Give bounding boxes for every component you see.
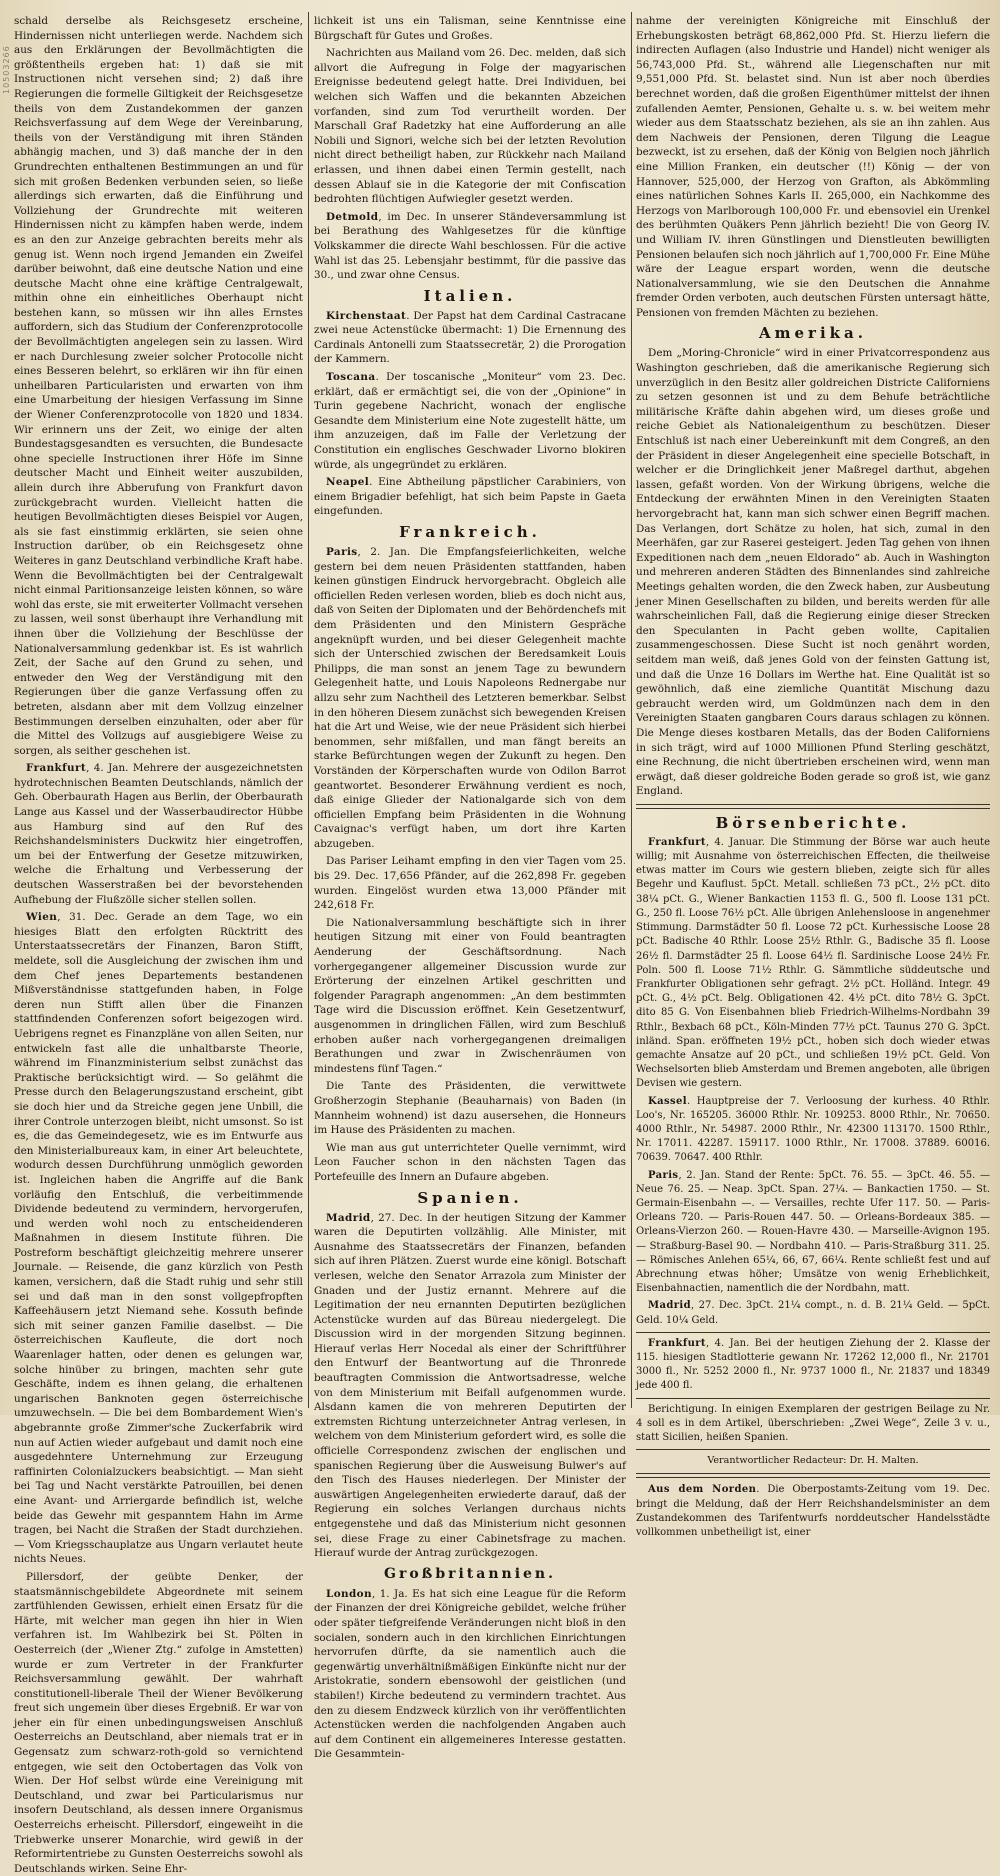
article-paragraph: Nachrichten aus Mailand vom 26. Dec. melden, daß sich allvort die Aufregung in Folge der magyarischen Ereignisse bedeutend gelegt hatte. Drei Individuen, bei welchen sich Waffen und die bekannten Abzeichen vorfanden, sind zum Tod verurtheilt worden. Der Marschall Graf Radetzky hat eine Aufforderung an alle Nobili und Signori, welche sich bei der letzten Revolution nicht direct betheiligt haben, zur Rückkehr nach Mailand erlassen, und ihnen dabei einen Termin gestellt, nach dessen Ablauf sie in die Kategorie der mit Confiscation bedrohten flüchtigen Aufwiegler gesetzt werden. — [314, 47, 626, 206]
article-paris: Paris, 2. Jan. Die Empfangsfeierlichkeiten, welche gestern bei dem neuen Präsidenten stattfanden, haben keinen günstigen Eindruck hervorgebracht. Obgleich alle officiellen Reden verlesen worden, blieb es doch nicht aus, daß von Seiten der Diplomaten und der Behördenchefs mit dem Präsidenten und den Ministern Gespräche angeknüpft wurden, und bei dieser Gelegenheit machte sich der Unterschied zwischen der Beredsamkeit Louis Philipps, die man sonst an jenem Tage zu bewundern Gelegenheit hatte, und Louis Napoleons Rednergabe nur allzu sehr zum Nachtheil des Letzteren bemerkbar. Selbst in den höheren Diesem zunächst sich bewegenden Kreisen hat die Art und Weise, wie der neue Präsident sich hierbei benommen, sehr mißfallen, und man fängt bereits an starke Befürchtungen wegen der Zukunft zu hegen. Den Vorständen der Körperschaften wurde von Odilon Barrot geantwortet. Besonderer Erwähnung verdient es noch, daß einige Glieder der Nationalgarde sich von dem officiellen Empfang beim Präsidenten in die Wohnung Cavaignac's verfügt haben, um dort ihre Karten abzugeben. — [314, 546, 626, 850]
article-madrid: Madrid, 27. Dec. In der heutigen Sitzung der Kammer waren die Deputirten vollzählig. Alle Minister, mit Ausnahme des Staatssecretärs der Finanzen, befanden sich auf ihren Plätzen. Zuerst wurde eine königl. Botschaft verlesen, welche den Senator Arrazola zum Minister der Gnaden und der Justiz ernannt. Mehrere auf die Legitimation der neu ernannten Deputirten bezüglichen Actenstücke wurden auf das Büreau niedergelegt. Die Discussion wird in der morgenden Sitzung beginnen. Hierauf verlas Herr Nocedal als einer der Schriftführer den Entwurf der Beantwortung auf die Thronrede beauftragten Commission die Antwortsadresse, welche von dem Ministerium mit Beifall aufgenommen wurde. Alsdann kamen die von mehreren Deputirten der extremsten Richtung unterzeichneter Antrag verlesen, in welchem von dem Ministerium gefordert wird, es solle die officielle Correspondenz zwischen der englischen und spanischen Regierung über die Ausweisung Bulwer's auf den Tisch des Hauses niederlegen. Der Minister der auswärtigen Angelegenheiten erwiederte darauf, daß der Regierung ein solches Verlangen durchaus nichts entgegenstehe und daß das Ministerium nicht gesonnen sei, diese Frage zu einer Cabinetsfrage zu machen. Hierauf wurde der Antrag zurückgezogen. — [314, 1211, 626, 1560]
boerse-frankfurt: Frankfurt, 4. Januar. Die Stimmung der Börse war auch heute willig; mit Ausnahme von österreichischen Effecten, die theilweise etwas matter im Cours wie gestern blieben, zeigte sich für alles Begehr und Kauflust. 5pCt. Metall. schließen 73 pCt., 2½ pCt. dito 38¼ pCt. G., Wiener Bankactien 1153 fl. G., 500 fl. Loose 131 pCt. G., 250 fl. Loose 76½ pCt. Alle übrigen Anlehensloose in angenehmer Stimmung. Darmstädter 50 fl. Loose 72 pCt. Kurhessische Loose 28 pCt. Badische 40 Rthlr. Loose 25½ Rthlr. G., Badische 35 fl. Loose 26½ fl. Darmstädter 25 fl. Loose 64½ fl. Sardinische Loose 24½ Fr. Poln. 500 fl. Loose 71½ Rthlr. G. Sämmtliche süddeutsche und Frankfurter Obligationen sehr gefragt. 2½ pCt. Holländ. Integr. 49 pCt. G., 4½ pCt. Belg. Obligationen 42. 4½ pCt. dito 78½ G. 3pCt. dito 85 G. Von Eisenbahnen blieb Friedrich-Wilhelms-Nordbahn 39 Rthlr., Bexbach 68 pCt., Köln-Minden 77½ pCt. Taunus 270 G. 3pCt. inländ. Span. eröffneten 19½ pCt., hoben sich doch wieder etwas gemachte Ansatze auf 20 pCt., und schließen 19½ pCt. Geld. Von Wechselsorten blieb Amsterdam und Bremen angeboten, alle übrigen Devisen wie gestern. — [636, 836, 990, 1090]
column-rule — [308, 12, 309, 1408]
article-kirchenstaat: Kirchenstaat. Der Papst hat dem Cardinal Castracane zwei neue Actenstücke übermacht: 1) Die Ernennung des Cardinals Antonelli zum Staatssecretär, 2) die Prorogation der Kammern. — [314, 309, 626, 366]
section-heading-amerika: Amerika. — [759, 324, 867, 343]
article-toscana: Toscana. Der toscanische „Moniteur“ vom 23. Dec. erklärt, daß er ermächtigt sei, die von der „Opinione“ in Turin gegebene Nachricht, wonach der englische Gesandte dem Ministerium eine Note zugestellt hätte, um ihm anzuzeigen, daß im Falle der Verletzung der Constitution ein englisches Geschwader Livorno blokiren würde, als ungegründet zu erklären. — [314, 371, 626, 471]
article-paragraph: lichkeit ist uns ein Talisman, seine Kenntnisse eine Bürgschaft für Gutes und Großes. — [314, 15, 626, 42]
section-divider — [636, 1473, 990, 1478]
column-3 — [636, 14, 990, 1539]
section-heading-grossbritannien: Großbritannien. — [384, 1565, 556, 1582]
correction-notice: Berichtigung. In einigen Exemplaren der gestrigen Beilage zu Nr. 4 soll es in dem Artikel, überschrieben: „Zwei Wege“, Zeile 3 v. u., statt Sicilien, heißen Spanien. — [636, 1403, 990, 1443]
section-heading-boersenberichte: Börsenberichte. — [715, 813, 911, 832]
section-heading-frankreich: Frankreich. — [399, 523, 541, 541]
article-paragraph: Die Nationalversammlung beschäftigte sich in ihrer heutigen Sitzung mit einer von Fould beantragten Aenderung der Geschäftsordnung. Nach vorhergegangener allgemeiner Discussion wurde zur Erörterung der einzelnen Artikel geschritten und folgender Paragraph angenommen: „An dem bestimmten Tage wird die Discussion eröffnet. Kein Gesetzentwurf, ausgenommen in dringlichen Fällen, wird zum Beschluß erhoben außer nach vorhergegangenen dreimaligen Berathungen und zwar in Zwischenräumen von mindestens fünf Tagen.“ — [314, 916, 626, 1075]
column-rule — [631, 12, 632, 1408]
divider — [636, 1449, 990, 1450]
section-divider — [636, 804, 990, 809]
section-heading-spanien: Spanien. — [417, 1188, 523, 1207]
divider — [636, 1398, 990, 1399]
article-paragraph: Die Tante des Präsidenten, die verwittwete Großherzogin Stephanie (Beauharnais) von Baden (in Mannheim wohnend) ist dazu ausersehen, die Honneurs im Hause des Präsidenten zu machen. — [314, 1080, 626, 1137]
boerse-kassel: Kassel. Hauptpreise der 7. Verloosung der kurhess. 40 Rthlr. Loo's, Nr. 165205. 36000 Rthlr. Nr. 109253. 8000 Rthlr., Nr. 70650. 4000 Rthlr., Nr. 54987. 2000 Rthlr., Nr. 42300 113170. 1500 Rthlr., Nr. 17011. 42287. 159117. 1000 Rthlr., Nr. 17008. 37889. 60016. 70639. 70647. 400 Rthlr. — [636, 1095, 990, 1164]
article-neapel: Neapel. Eine Abtheilung päpstlicher Carabiniers, von einem Brigadier befehligt, hat sich beim Papste in Gaeta eingefunden. — [314, 476, 626, 518]
article-london: London, 1. Ja. Es hat sich eine League für die Reform der Finanzen der drei Königreiche gebildet, welche früher oder später tiefgreifende Veränderungen nicht bloß in den socialen, sondern auch in den kirchlichen Einrichtungen hervorrufen dürfte, da sie namentlich auch die gegenwärtig unverhältnißmäßigen Einkünfte nicht nur der Aristokratie, sondern ebensowohl der geistlichen (und stabilen!) Kirche bedeutend zu vermindern trachtet. Aus den zu diesem Endzweck kürzlich von ihr veröffentlichten Actenstücken werden die nachfolgenden Angaben auch auf dem Continent ein allgemeineres Interesse gestatten. Die Gesammtein- — [314, 1587, 626, 1761]
article-detmold: Detmold, im Dec. In unserer Ständeversammlung ist bei Berathung des Wahlgesetzes für die künftige Volkskammer die directe Wahl beschlossen. Für die active Wahl ist das 25. Lebensjahr bestimmt, für die passive das 30., und zwar ohne Census. — [314, 210, 626, 282]
article-paragraph: nahme der vereinigten Königreiche mit Einschluß der Erhebungskosten beträgt 68,862,000 Pfd. St. Hierzu liefern die indirecten Auflagen (also Industrie und Handel) nicht weniger als 56,743,000 Pfd. St., während alle Liegenschaften nur mit 9,551,000 Pfd. St. belastet sind. Nun ist aber noch überdies berechnet worden, daß die großen Eigenthümer mittelst der ihnen zufallenden Aemter, Pensionen, Gehalte u. s. w. bei weitem mehr wieder aus dem Staatsschatz beziehen, als sie an ihn zahlen. Aus dem Nachweis der Pensionen, deren Tilgung die League bezweckt, ist zu ersehen, daß der König von Belgien noch jährlich eine Million Franken, ein deutscher (!!) König — der von Hannover, 525,000, der Herzog von Grafton, als Abkömmling eines natürlichen Sohnes Karls II. 265,000, ein Nachkomme des Herzogs von Marlborough 100,000 Fr. und ebensoviel ein Urenkel des berühmten Quäkers Penn jährlich bezieht! Die von Georg IV. und William IV. ihren Günstlingen und Dienstleuten bewilligten Pensionen belaufen sich noch jährlich auf 1,700,000 Fr. Eine Mühe wäre der League erspart worden, wenn die deutsche Nationalversammlung, wie sie den Deutschen die Annahme fremder Orden verboten, auch deutschen Fürsten untersagt hätte, Pensionen von fremden Mächten zu beziehen. — [636, 15, 990, 319]
section-heading-italien: Italien. — [423, 286, 517, 305]
divider — [636, 1332, 990, 1333]
boerse-paris: Paris, 2. Jan. Stand der Rente: 5pCt. 76. 55. — 3pCt. 46. 55. — Neue 76. 25. — Neap. 3pCt. Span. 27¼. — Bankactien 1750. — St. Germain-Eisenbahn —. — Versailles, rechte Ufer 117. 50. — Paris-Orleans 720. — Paris-Rouen 447. 50. — Orleans-Bordeaux 385. — Orleans-Vierzon 260. — Rouen-Havre 430. — Marseille-Avignon 195. — Straßburg-Basel 90. — Nordbahn 410. — Paris-Straßburg 311. 25. — Römisches Anlehen 65¼, 66, 67, 66¼. Rente schließt fest und auf Abrechnung etwas höher; Umsätze von wenig Erheblichkeit, Eisenbahnactien, namentlich die der Nordbahn, matt. — [636, 1169, 990, 1295]
article-paragraph: Pillersdorf, der geübte Denker, der staatsmännischgebildete Abgeordnete mit seinem zartfühlenden Gewissen, erhielt einen Ersatz für die Härte, mit welcher man gegen ihn hier in Wien verfahren ist. Im Wahlbezirk bei St. Pölten in Oesterreich (der „Wiener Ztg.“ zufolge in Amstetten) wurde er zum Vertreter in der Frankfurter Reichsversammlung gewählt. Der wahrhaft constitutionell-liberale Theil der Wiener Bevölkerung freut sich ungemein über dieses Ergebniß. Er war von jeher ein für einen unbedingungsweisen Anschluß Oesterreichs an Deutschland, aber niemals trat er in Gegensatz zum schwarz-roth-gold so vernichtend entgegen, wie seit den Octobertagen das Volk von Wien. Der Hof selbst würde eine Vereinigung mit Deutschland, und zwar bei Particularismus nur insofern Deutschland, als dessen innere Organismus Oesterreichs erheischt. Pillersdorf, eingeweiht in die Triebwerke unserer Monarchie, wird gewiß in der Reformirtentriebe zu Gunsten Oesterreichs sowohl als Deutschlands wirken. Seine Ehr- — [14, 1570, 303, 1875]
article-paragraph: Wie man aus gut unterrichteter Quelle vernimmt, wird Leon Faucher schon in den nächsten Tagen das Portefeuille des Innern an Dufaure abgeben. — [314, 1141, 626, 1183]
lottery-frankfurt: Frankfurt, 4. Jan. Bei der heutigen Ziehung der 2. Klasse der 115. hiesigen Stadtlotterie gewann Nr. 17262 12,000 fl., Nr. 21701 3000 fl., Nr. 5252 2000 fl., Nr. 9737 1000 fl., Nr. 21837 und 18349 jede 400 fl. — [636, 1337, 990, 1392]
dateline-place: Wien — [26, 911, 58, 924]
column-2 — [314, 14, 626, 1761]
article-wien: Wien, 31. Dec. Gerade an dem Tage, wo ein hiesiges Blatt den erfolgten Rücktritt des Unterstaatssecretärs der Finanzen, Baron Stifft, meldete, soll die Ausgleichung der zwischen ihm und dem Chef jenes Departements bestandenen Mißverständnisse stattgefunden haben, in Folge deren nun Stifft allen über die Finanzen stattfindenden Conferenzen sofort beigezogen wird. Uebrigens regnet es Finanzpläne von allen Seiten, nur entwickeln fast alle die unhaltbarste Theorie, während im Finanzministerium selbst zunächst das Praktische berücksichtigt wird. — So gelähmt die Presse durch den Belagerungszustand erscheint, gibt sie doch hier und da Streiche gegen jene Unbill, die ihrer Controle unterzogen bleibt, nicht umsonst. So ist es, die das Gemeindegesetz, wie es im Entwurfe aus den Ministerialbureaux kam, in einer Art beleuchtete, wodurch dessen Durchführung unmöglich geworden ist. Ingleichen haben die Angriffe auf die Bank vorläufig den Entschluß, die verbeitimmende Dividende bedeutend zu vermindern, hervorgerufen, und werden wohl noch zu entscheidenderen Maßnahmen in diesem Institute führen. Die Postreform beschäftigt gleichzeitig mehrere unserer Journale. — Reisende, die ganz kürzlich von Pesth kamen, versichern, daß die Stadt ruhig und sehr still sei und daß man in den sonst vollgepfropften Kaffeehäusern jetzt Niemand sehe. Kossuth befinde sich mit seiner ganzen Familie daselbst. — Die österreichischen Kaufleute, die dort noch Waarenlager hatten, oder denen es gelungen war, solche hinüber zu bringen, machten sehr gute Geschäfte, indem es ihnen gelang, die erhaltenen ungarischen Banknoten gegen österreichische umzuwechseln. — Die bei dem Bombardement Wien's abgebrannte große Zimmer'sche Zuckerfabrik wird nun auf Actien wieder aufgebaut und damit noch eine ausgedehntere Unternehmung zur Erzeugung raffinirten Colonialzuckers beabsichtigt. — Man sieht bei Tag und Nacht verstärkte Patrouillen, bei denen eine Avant- und Arriergarde befindlich ist, welche beide das Gewehr mit gespanntem Hahn im Arme tragen, bei Nacht die Straßen der Stadt durchziehen. — Vom Kriegsschauplatze aus Ungarn verlautet heute nichts Neues. — [14, 911, 304, 1566]
article-frankfurt: Frankfurt, 4. Jan. Mehrere der ausgezeichnetsten hydrotechnischen Beamten Deutschlands, nämlich der Geh. Oberbaurath Hagen aus Berlin, der Oberbaurath Lange aus Kassel und der Wasserbaudirector Hübbe aus Hamburg sind auf den Ruf des Reichshandelsministers Duckwitz hier eingetroffen, um bei der Entwerfung der Gesetze mitzuwirken, welche die Erhaltung und Verbesserung der deutschen Wasserstraßen bei der bevorstehenden Aufhebung der Flußzölle sicher stellen sollen. — [14, 762, 303, 906]
page-id-stamp: 10503266 — [2, 45, 11, 94]
article-norden: Aus dem Norden. Die Oberpostamts-Zeitung vom 19. Dec. bringt die Meldung, daß der Herr Reichshandelsminister an dem Zustandekommen des Tarifentwurfs norddeutscher Handelsstädte vollkommen unbetheiligt ist, einer — [636, 1484, 990, 1539]
boerse-madrid: Madrid, 27. Dec. 3pCt. 21¼ compt., n. d. B. 21¼ Geld. — 5pCt. Geld. 10¼ Geld. — [636, 1300, 990, 1326]
article-paragraph: Das Pariser Leihamt empfing in den vier Tagen vom 25. bis 29. Dec. 17,656 Pfänder, auf die 262,898 Fr. gegeben wurden. Eingelöst wurden etwa 13,000 Pfänder mit 242,618 Fr. — [314, 855, 626, 912]
editor-line: Verantwortlicher Redacteur: Dr. H. Malten. — [707, 1455, 919, 1467]
dateline-place: Frankfurt — [26, 762, 87, 775]
article-paragraph: Dem „Moring-Chronicle“ wird in einer Privatcorrespondenz aus Washington geschrieben, daß die amerikanische Regierung sich unverzüglich in den Besitz aller goldreichen Districte Californiens zu setzen gesonnen ist und zu dem Behufe beträchtliche militärische Kräfte dahin abgehen wird, um dieses große und reiche Gebiet als Nationaleigenthum zu beschützen. Dieser Entschluß ist nach einer Uebereinkunft mit dem Congreß, an den der Präsident in dieser Angelegenheit eine specielle Botschaft, in welcher er die Dringlichkeit jener Maßregel darthut, abgehen lassen, gefaßt worden. Von der Wirkung übrigens, welche die Entdeckung der erwähnten Minen in den Vereinigten Staaten hervorgebracht hat, kann man sich schwer einen Begriff machen. Das Verlangen, dort Schätze zu holen, hat sich, zumal in den Meerhäfen, gar zur Raserei gesteigert. Jeden Tag gehen von ihnen Expeditionen nach dem „neuen Eldorado“ ab. Auch in Washington und mehreren anderen Städten des Binnenlandes sind zahlreiche Meetings gehalten worden, die den Zweck haben, zur Ausbeutung jener Minen Gesellschaften zu bilden, und bereits werden für alle wahrscheinlichen Fall, daß die Regierung einige dieser Strecken den Speculanten in Pacht geben wollte, Capitalien zusammengeschossen. Diese Sucht ist noch genährt worden, seitdem man weiß, daß jenes Gold von der feinsten Gattung ist, und daß die Unze 16 Dollars im Werthe hat. Eine Qualität ist so gewöhnlich, daß eine ziemliche Quantität Mischung dazu gebraucht werden wird, um Goldmünzen nach dem in den Vereinigten Staaten gangbaren Cours daraus schlagen zu können. Die Menge dieses kostbaren Metalls, das der Boden Californiens in sich trägt, wird auf 1000 Millionen Pfund Sterling geschätzt, eine Rechnung, die nicht übertrieben erscheinen wird, wenn man erwägt, daß dieser goldreiche Boden gerade so groß ist, wie ganz England. — [636, 347, 990, 798]
column-1 — [14, 14, 304, 1875]
article-paragraph: schald derselbe als Reichsgesetz erscheine, Hindernissen nicht unterliegen werde. Nachdem sich aus den Erklärungen der Bevollmächtigten die größtentheils ergeben hat: 1) daß sie mit Instructionen nicht versehen sind; 2) daß ihre Regierungen die formelle Giltigkeit der Reichsgesetze theils von dem Zustandekommen der ganzen Reichsverfassung auf dem Wege der Vereinbarung, theils von der Verständigung mit ihren Ständen abhängig machen, und 3) daß manche der in den Grundrechten enthaltenen Bestimmungen an und für sich mit großen Bedenken verbunden seien, so ließe allerdings sich erwarten, daß die Einführung und Vollziehung der Grundrechte mit weiteren Hindernissen nicht zu kämpfen haben werde, indem es an den zur Anzeige gebrachten bereits mehr als genug ist. Wenn noch irgend Jemanden ein Zweifel darüber beiwohnt, daß eine deutsche Nation und eine deutsche Macht ohne eine kräftige Centralgewalt, mithin ohne ein einheitliches Oberhaupt nicht bestehen kann, so müssen wir ihn alles Ernstes auffordern, sich das Studium der Conferenzprotocolle der Bevollmächtigten angelegen sein zu lassen. Wird er nach Durchlesung zweier solcher Protocolle nicht eines Besseren belehrt, so erklären wir ihn für einen unheilbaren Particularisten und erwarten von ihm eine Umarbeitung der hiesigen Verfassung im Sinne der Wiener Conferenzprotocolle von 1820 und 1834. Wir erinnern uns der Zeit, wo einige der alten Bundestagsgesandten es versuchten, die Bundesacte ohne specielle Instructionen ihrer Höfe im Sinne deutscher Macht und Einheit weiter auszubilden, allein durch ihre Abberufung von Frankfurt davon zurückgebracht wurden. Vielleicht hatten die heutigen Bevollmächtigten dieses Beispiel vor Augen, als sie fast einstimmig erklärten, sie seien ohne Instruction darüber, ob ein Reichsgesetz ohne Weiteres in ganz Deutschland verbindliche Kraft habe. Wenn die Bevollmächtigten bei der Centralgewalt nicht einmal Paritionsanzeige leisten können, so wäre wohl das erste, sie mit erweiterter Vollmacht versehen zu lassen, weil sonst überhaupt ihre Verhandlung mit ihnen über die Vollziehung der Beschlüsse der Nationalversammlung gedenkbar ist. Es ist wahrlich Zeit, der Sache auf den Grund zu sehen, und entweder den Weg der Verständigung mit den Regierungen über die ganze Verfassung offen zu betreten, alsdann aber mit dem Vollzug einzelner Bestimmungen derselben einzuhalten, oder aber für die Mittel des Vollzugs auf ausgiebigere Weise zu sorgen, als seither geschehen ist. — [14, 15, 303, 757]
